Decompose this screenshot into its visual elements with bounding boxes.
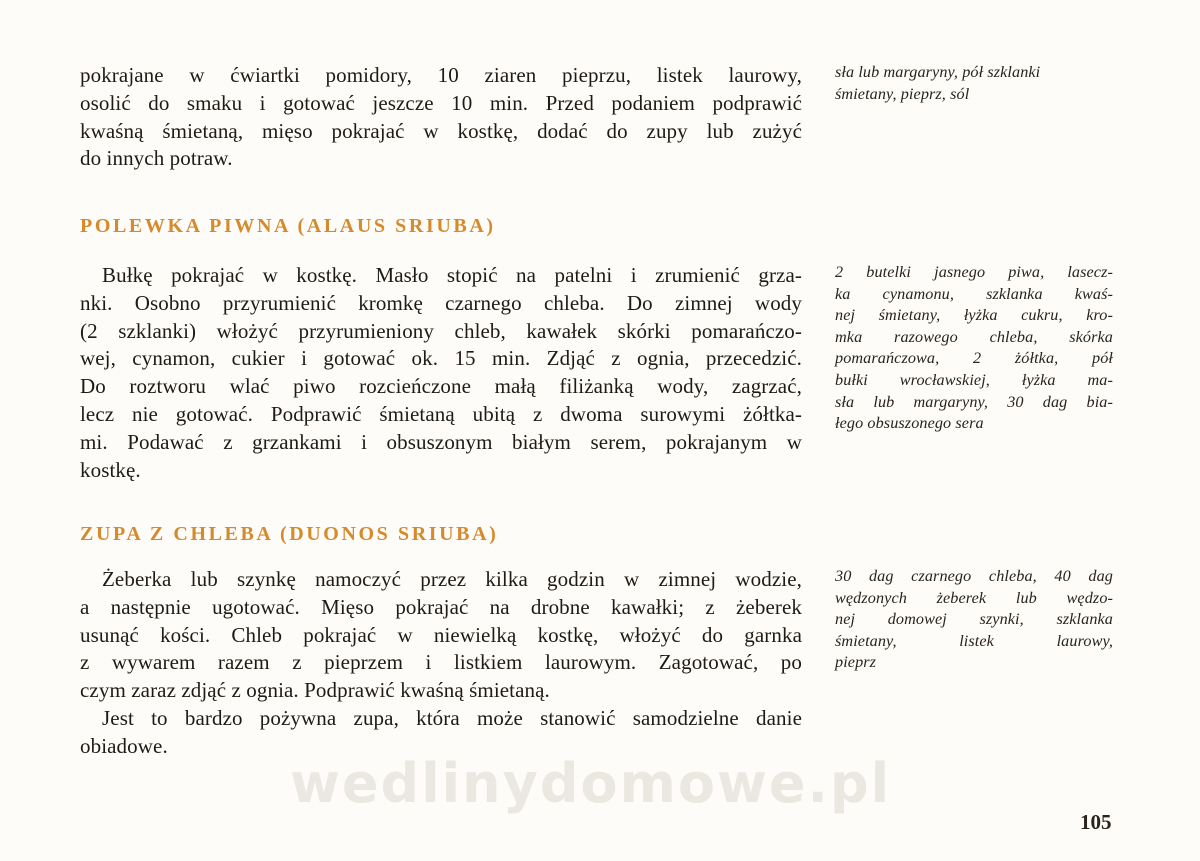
section2-main-line: Żeberka lub szynkę namoczyć przez kilka godzin w zimnej wodzie, xyxy=(102,567,802,591)
section2-ingredients-line: 30 dag czarnego chleba, 40 dag xyxy=(835,567,1113,585)
section2-ingredients-line: wędzonych żeberek lub wędzo- xyxy=(835,588,1113,607)
intro-ingredients-line: śmietany, pieprz, sól xyxy=(835,84,970,103)
section2-ingredients-line: pieprz xyxy=(835,653,877,672)
section1-main-line: wej, cynamon, cukier i gotować ok. 15 min. Zdjąć z ognia, przecedzić. xyxy=(80,346,802,371)
section1-main-line: Do roztworu wlać piwo rozcieńczone małą filiżanką wody, zagrzać, xyxy=(80,374,802,399)
intro-main-line: osolić do smaku i gotować jeszcze 10 min. Przed podaniem podprawić xyxy=(80,90,802,115)
section1-ingredients-line: 2 butelki jasnego piwa, lasecz- xyxy=(835,263,1113,281)
section1-ingredients-line: sła lub margaryny, 30 dag bia- xyxy=(835,392,1113,411)
section1-ingredients-line: pomarańczowa, 2 żółtka, pół xyxy=(835,349,1113,368)
section2-main-line: usunąć kości. Chleb pokrajać w niewielką kostkę, włożyć do garnka xyxy=(80,622,802,647)
section2-ingredients xyxy=(835,566,1113,674)
section1-ingredients-line: ka cynamonu, szklanka kwaś- xyxy=(835,284,1113,303)
watermark: wedlinydomowe.pl xyxy=(290,752,892,815)
section1-main-text xyxy=(80,262,802,484)
intro-main-line: pokrajane w ćwiartki pomidory, 10 ziaren pieprzu, listek laurowy, xyxy=(80,63,802,87)
section2-main-line: z wywarem razem z pieprzem i listkiem laurowym. Zagotować, po xyxy=(80,650,802,675)
section2-main-line: czym zaraz zdjąć z ognia. Podprawić kwaśną śmietaną. xyxy=(80,678,550,703)
section1-ingredients-line: mka razowego chleba, skórka xyxy=(835,327,1113,346)
section2-ingredients-line: śmietany, listek laurowy, xyxy=(835,631,1113,650)
section1-ingredients-line: łego obsuszonego sera xyxy=(835,414,984,433)
section1-ingredients xyxy=(835,262,1113,435)
section2-main-line: obiadowe. xyxy=(80,733,168,758)
intro-main-text xyxy=(80,62,802,173)
section1-ingredients-line: nej śmietany, łyżka cukru, kro- xyxy=(835,306,1113,325)
section2-heading: ZUPA Z CHLEBA (DUONOS SRIUBA) xyxy=(80,523,499,545)
page-number: 105 xyxy=(1080,810,1112,834)
section1-main-line: (2 szklanki) włożyć przyrumieniony chleb, kawałek skórki pomarańczo- xyxy=(80,318,802,343)
intro-main-line: do innych potraw. xyxy=(80,146,233,171)
section1-heading: POLEWKA PIWNA (ALAUS SRIUBA) xyxy=(80,215,496,237)
section1-ingredients-line: bułki wrocławskiej, łyżka ma- xyxy=(835,370,1113,389)
section1-main-line: kostkę. xyxy=(80,457,141,482)
section2-ingredients-line: nej domowej szynki, szklanka xyxy=(835,610,1113,629)
section2-main-text xyxy=(80,566,802,761)
intro-ingredients xyxy=(835,62,1113,105)
intro-main-line: kwaśną śmietaną, mięso pokrajać w kostkę, dodać do zupy lub zużyć xyxy=(80,118,802,143)
section2-main-line: Jest to bardzo pożywna zupa, która może stanowić samodzielne danie xyxy=(102,705,802,730)
section1-main-line: nki. Osobno przyrumienić kromkę czarnego chleba. Do zimnej wody xyxy=(80,290,802,315)
section1-main-line: lecz nie gotować. Podprawić śmietaną ubitą z dwoma surowymi żółtka- xyxy=(80,401,802,426)
section1-main-line: Bułkę pokrajać w kostkę. Masło stopić na patelni i zrumienić grza- xyxy=(102,263,802,287)
intro-ingredients-line: sła lub margaryny, pół szklanki xyxy=(835,63,1041,81)
section2-main-line: a następnie ugotować. Mięso pokrajać na drobne kawałki; z żeberek xyxy=(80,594,802,619)
section1-main-line: mi. Podawać z grzankami i obsuszonym białym serem, pokrajanym w xyxy=(80,429,802,454)
